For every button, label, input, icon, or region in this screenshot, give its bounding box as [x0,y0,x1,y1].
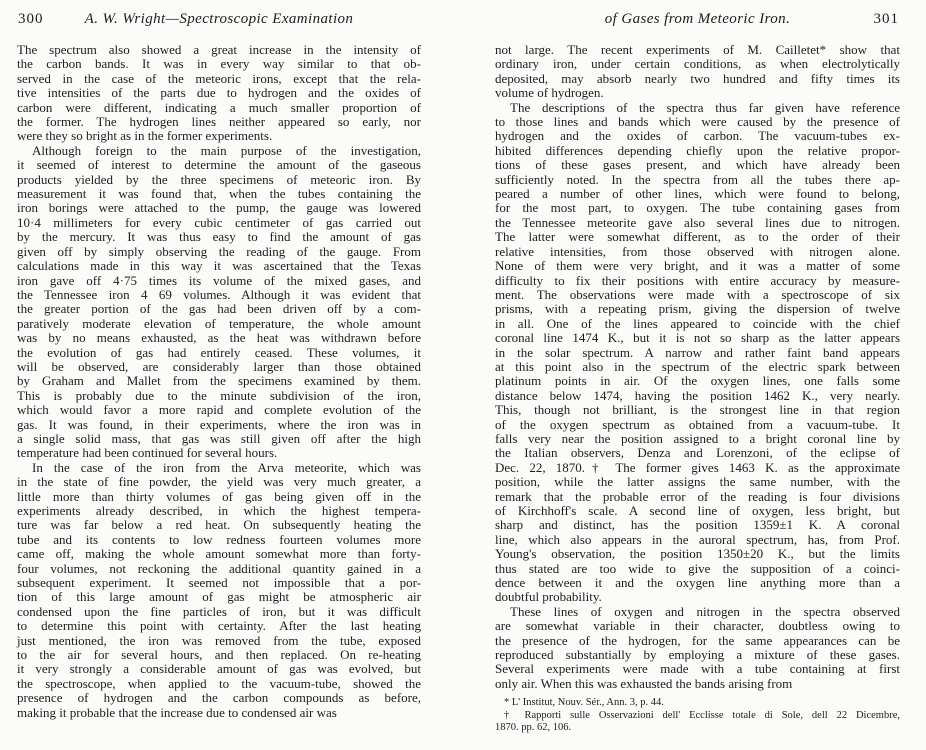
text-line: subsequent experiment. It seemed not impossible that a por- [17,575,421,591]
page-number-left: 300 [18,11,44,27]
text-line: peared a number of other lines, which were found to belong, [495,186,900,202]
text-line: Dec. 22, 1870.† The former gives 1463 K. as the approximate [495,459,900,475]
text-line: in the state of fine powder, the yield was very much greater, a [17,474,421,490]
text-line: the presence of the hydrogen, for the same appearances can be [495,632,900,648]
text-line: hibited differences depending chiefly upon the relative propor- [495,142,900,158]
text-line: carbon were different, indicating a much smaller proportion of [17,99,421,115]
text-line: position, while the latter assigns the same number, with the [495,474,900,490]
text-line: only air. When this was exhausted the bands arising from [495,675,793,691]
paragraph [17,461,421,720]
text-line: given off by simply observing the reading of the gauge. From [17,243,421,259]
text-line: 1870. pp. 62, 106. [495,722,572,734]
text-line: experiments already described, in which the highest tempera- [17,503,421,518]
text-line: in all. One of the lines appeared to coincide with the chief [495,315,900,331]
text-line: line, which also appears in the auroral spectrum, has, from Prof. [495,531,900,547]
text-line: falls very near the position assigned to a bright coronal line by [495,430,900,446]
text-line: tube and its contents to low redness fourteen volumes more [17,531,421,547]
text-line: it seemed of interest to determine the amount of the gaseous [17,157,421,173]
running-head-right [495,11,900,31]
text-line: of Kirchhoff's scale. A second line of oxygen, less bright, but [495,503,900,518]
text-line: Several experiments were made with a tube containing at first [495,661,900,677]
text-line: sufficiently noted. In the spectra from all the tubes there ap- [495,171,900,187]
right-page-footnotes [495,697,900,735]
text-line: four volumes, not reckoning the additional quantity gained in a [17,560,421,576]
text-line: This, though not brilliant, is the strongest line in that region [495,402,900,418]
page-number-right: 301 [873,11,899,27]
text-line: at this point also in the spectrum of the electric spark between [495,358,900,374]
text-line: distance below 1474, having the position 1462 K., very nearly. [495,387,900,403]
text-line: are somewhat variable in their character, doubtless owing to [495,618,900,634]
text-line: thus stated are too wide to give the supposition of a coinci- [495,560,900,576]
text-line: The latter were somewhat different, as to the order of their [495,229,900,245]
text-line: dence between it and the oxygen line anything more than a [495,575,900,591]
text-line: doubtful probability. [495,589,602,605]
text-line: relative intensities, from those observed with nitrogen alone. [495,243,900,259]
paragraph [495,43,900,101]
text-line: In the case of the iron from the Arva meteorite, which was [32,459,421,475]
text-line: little more than thirty volumes of gas being given off in the [17,488,421,504]
text-line: This is probably due to the minute subdivision of the iron, [17,387,421,403]
text-line: was by no means exhausted, as the heat was withdrawn before [17,330,421,346]
paragraph [17,43,421,144]
text-line: making it probable that the increase due to condensed air was [17,704,337,720]
text-line: iron gave off 4·75 times its volume of the mixed gases, and [17,272,421,288]
text-line: the greater portion of the gas had been driven off by a com- [17,301,421,317]
text-line: None of them were very bright, and it was a matter of some [495,258,900,274]
text-line: the carbon bands. It was in every way similar to that ob- [17,56,421,72]
text-line: * L' Institut, Nouv. Sér., Ann. 3, p. 44. [504,697,664,709]
running-title-right: of Gases from Meteoric Iron. [604,11,791,27]
text-line: the Italian observers, Denza and Lorenzoni, of the eclipse of [495,445,900,461]
text-line: prisms, with a repeating prism, giving the dispersion of twelve [495,301,900,317]
text-line: 10·4 millimeters for every cubic centimeter of gas carried out [17,214,421,230]
text-line: tion of this large amount of gas might be atmospheric air [17,589,421,605]
running-title-left: A. W. Wright—Spectroscopic Examination [84,11,354,27]
text-line: presence of hydrogen and the carbon compounds as before, [17,690,421,706]
text-line: by Graham and Mallet from the specimens examined by them. [17,373,421,389]
text-line: ordinary iron, under certain conditions, as when electrolytically [495,56,900,72]
text-line: Although foreign to the main purpose of the investigation, [32,142,421,158]
text-line: by the mercury. It was thus easy to find the amount of gas [17,229,421,245]
text-line: † Rapporti sulle Osservazioni dell' Ecclisse totale di Sole, dell 22 Dicembre, [504,709,900,721]
text-line: reproduced substantially by employing a mixture of these gases. [495,647,900,663]
footnote [495,710,900,735]
text-line: just mentioned, the iron was removed from the tube, exposed [17,632,421,648]
text-line: volume of hydrogen. [495,85,604,101]
text-line: tive intensities of the parts due to hydrogen and the oxides of [17,85,421,101]
text-line: coronal line 1474 K., but it is not so sharp as the latter appears [495,330,900,346]
text-line: a single solid mass, that gas was still given off after the high [17,430,421,446]
text-line: for the most part, to oxygen. The tube containing gases from [495,200,900,216]
running-head-left [17,11,421,31]
text-line: products yielded by the three specimens of meteoric iron. By [17,171,421,187]
text-line: to those lines and bands which were caused by the presence of [495,114,900,130]
text-line: tions of these gases present, and which have already been [495,157,900,173]
text-line: came off, making the whole amount somewhat more than forty- [17,546,421,562]
text-line: deposited, may absorb nearly two hundred and fifty times its [495,70,900,86]
text-line: the spectroscope, when applied to the vacuum-tube, showed the [17,675,421,691]
text-line: calculations made in this way it was ascertained that the Texas [17,258,421,274]
text-line: will be observed, are considerably larger than those obtained [17,358,421,374]
text-line: ment. The observations were made with a spectroscope of six [495,286,900,302]
text-line: paratively moderate elevation of temperature, the whole amount [17,315,421,331]
text-line: in the solar spectrum. A narrow and rather faint band appears [495,344,900,360]
text-line: condensed upon the fine particles of iron, but it was difficult [17,603,421,619]
text-line: hydrogen and the oxides of carbon. The vacuum-tubes ex- [495,128,900,144]
text-line: remark that the probable error of the reading is four divisions [495,488,900,504]
text-line: difficulty to fix their positions with entire accuracy by measure- [495,272,900,288]
left-page-body [17,43,421,720]
text-line: not large. The recent experiments of M. Cailletet* show that [495,42,900,57]
text-line: Young's observation, the position 1350±20 K., but the limits [495,546,900,562]
text-line: of the oxygen spectrum as obtained from a vacuum-tube. It [495,416,900,432]
text-line: it very strongly a considerable amount of gas was evolved, but [17,661,421,677]
text-line: The spectrum also showed a great increase in the intensity of [17,42,421,57]
text-line: the Tennessee meteorite gave also several lines due to nitrogen. [495,214,900,230]
text-line: which would favor a more rapid and complete evolution of the [17,402,421,418]
paragraph [495,605,900,691]
text-line: to determine this point with certainty. After the last heating [17,618,421,634]
text-line: gas. It was found, in their experiments, where the iron was in [17,416,421,432]
paragraph [17,144,421,461]
page-right [463,0,926,750]
text-line: the Tennessee iron 4 69 volumes. Although it was evident that [17,286,421,302]
text-line: served in the case of the meteoric irons, except that the rela- [17,70,421,86]
text-line: iron borings were attached to the pump, the gauge was lowered [17,200,421,216]
text-line: These lines of oxygen and nitrogen in the spectra observed [510,603,900,619]
text-line: to the air for several hours, and then replaced. On re-heating [17,647,421,663]
text-line: were they so bright as in the former experiments. [17,128,273,144]
footnote [495,697,900,710]
text-line: measurement it was found that, when the tubes containing the [17,186,421,202]
text-line: platinum points in air. Of the oxygen lines, one falls some [495,373,900,389]
text-line: The descriptions of the spectra thus far given have reference [510,99,900,115]
text-line: the evolution of gas had entirely ceased. These volumes, it [17,344,421,360]
text-line: temperature had been continued for several hours. [17,445,278,461]
paragraph [495,101,900,605]
text-line: sharp and distinct, has the position 1359±1 K. A coronal [495,517,900,533]
text-line: the former. The hydrogen lines neither appeared so early, nor [17,114,421,130]
right-page-body [495,43,900,691]
text-line: ture was far below a red heat. On subsequently heating the [17,517,421,533]
